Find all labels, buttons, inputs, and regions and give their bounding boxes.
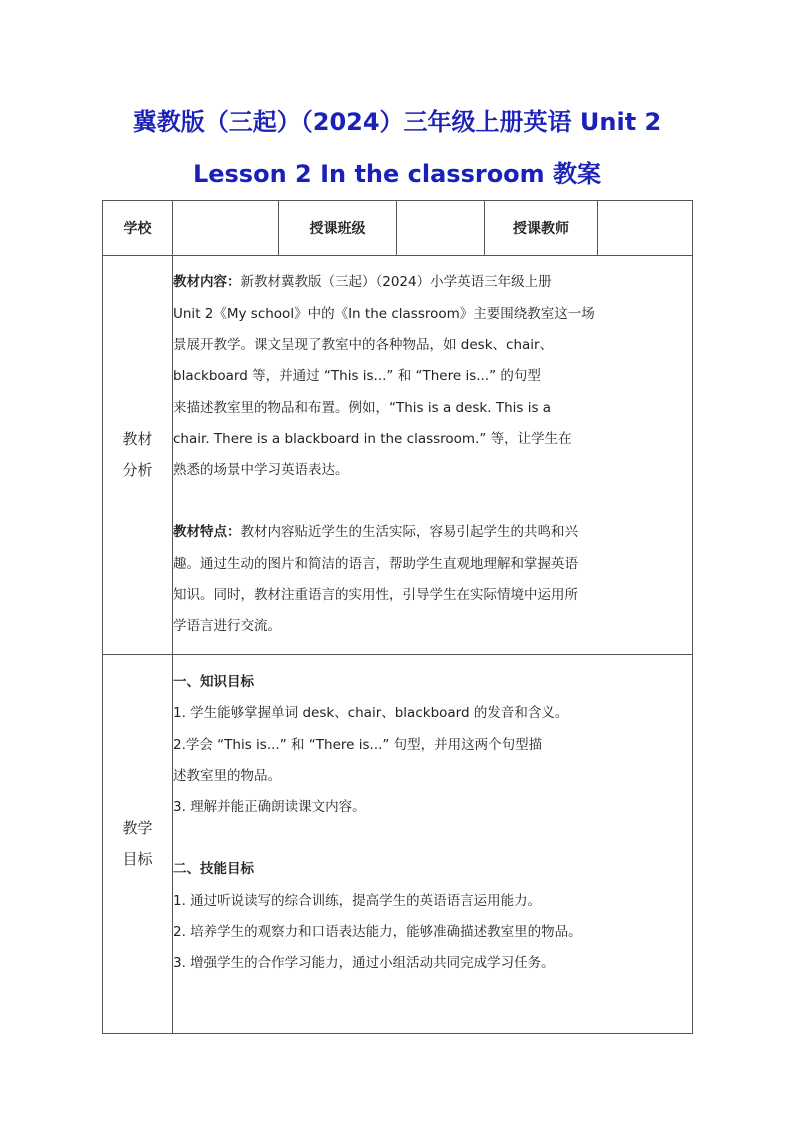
- feature-heading: 教材特点：: [173, 524, 241, 541]
- analysis-label-line1: 教材: [122, 430, 153, 448]
- skill-line: 3. 增强学生的合作学习能力，通过小组活动共同完成学习任务。: [173, 955, 555, 972]
- feature-line: 趣。通过生动的图片和简洁的语言，帮助学生直观地理解和掌握英语: [173, 555, 578, 572]
- content-line: 新教材冀教版（三起）（2024）小学英语三年级上册: [240, 274, 552, 291]
- analysis-row: [103, 256, 693, 655]
- spacer: [173, 823, 692, 854]
- lesson-plan-table: [102, 200, 693, 1034]
- teacher-value: [598, 201, 693, 256]
- objectives-row: [103, 655, 693, 1034]
- analysis-label: [103, 256, 173, 655]
- content-line: chair. There is a blackboard in the classroom.” 等，让学生在: [173, 430, 572, 447]
- class-value: [397, 201, 485, 256]
- content-heading: 教材内容：: [173, 274, 241, 291]
- class-label: 授课班级: [279, 201, 397, 256]
- knowledge-line: 2.学会 “This is...” 和 “There is...” 句型，并用这两个句型描: [173, 736, 543, 753]
- content-line: 熟悉的场景中学习英语表达。: [173, 462, 349, 479]
- feature-line: 教材内容贴近学生的生活实际，容易引起学生的共鸣和兴: [240, 524, 578, 541]
- knowledge-line: 1. 学生能够掌握单词 desk、chair、blackboard 的发音和含义。: [173, 705, 569, 722]
- knowledge-line: 述教室里的物品。: [173, 767, 281, 784]
- teacher-label: 授课教师: [485, 201, 598, 256]
- analysis-paragraph-feature: [173, 517, 692, 548]
- content-line: 来描述教室里的物品和布置。例如，“This is a desk. This is a: [173, 399, 552, 416]
- feature-line: 知识。同时，教材注重语言的实用性，引导学生在实际情境中运用所: [173, 587, 578, 604]
- analysis-content: [173, 256, 693, 655]
- analysis-label-line2: 分析: [122, 461, 153, 479]
- knowledge-line: 3. 理解并能正确朗读课文内容。: [173, 799, 366, 816]
- header-row: [103, 201, 693, 256]
- spacer: [173, 486, 692, 517]
- content-line: Unit 2《My school》中的《In the classroom》主要围绕教室这一场: [173, 305, 595, 322]
- objectives-label-line2: 目标: [122, 850, 153, 868]
- school-value: [173, 201, 279, 256]
- content-line: 景展开教学。课文呈现了教室中的各种物品，如 desk、chair、: [173, 336, 554, 353]
- objectives-label-line1: 教学: [122, 819, 153, 837]
- objectives-label: [103, 655, 173, 1034]
- skill-heading: 二、技能目标: [173, 861, 254, 878]
- knowledge-heading: 一、知识目标: [173, 674, 254, 690]
- content-line: blackboard 等，并通过 “This is...” 和 “There is...” 的句型: [173, 368, 541, 385]
- analysis-paragraph-content: [173, 267, 692, 298]
- document-title-line1: 冀教版（三起）（2024）三年级上册英语 Unit 2: [132, 108, 662, 136]
- school-label: 学校: [103, 201, 173, 256]
- document-title-line2: Lesson 2 In the classroom 教案: [192, 160, 602, 188]
- feature-line: 学语言进行交流。: [173, 618, 281, 635]
- skill-line: 2. 培养学生的观察力和口语表达能力，能够准确描述教室里的物品。: [173, 924, 582, 941]
- objectives-content: [173, 655, 693, 1034]
- skill-line: 1. 通过听说读写的综合训练，提高学生的英语语言运用能力。: [173, 892, 542, 909]
